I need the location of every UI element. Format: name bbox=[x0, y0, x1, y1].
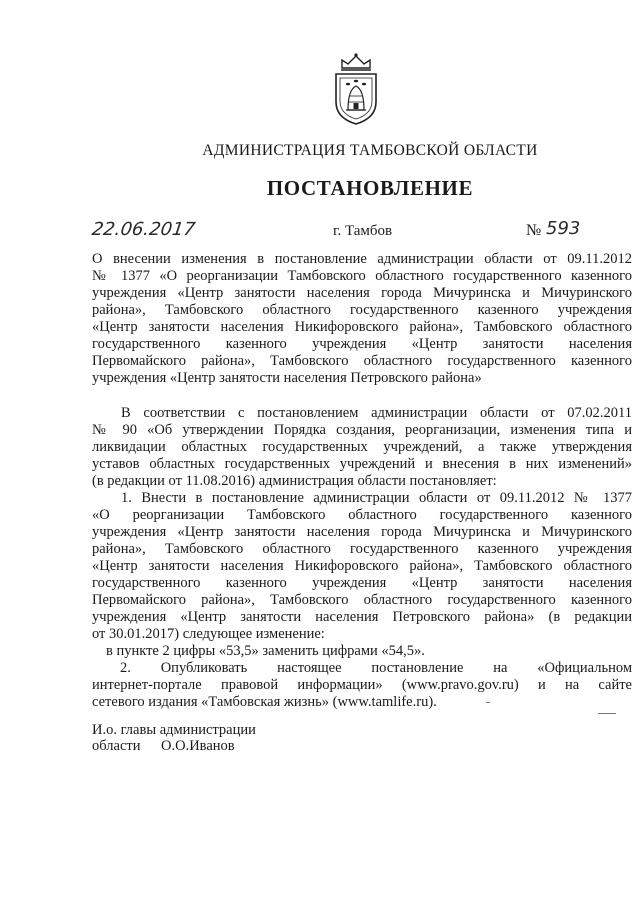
item1-line: государственного казенного учреждения «Центр занятости населения bbox=[92, 575, 632, 591]
item2-line: интернет-портале правовой информации» (www.pravo.gov.ru) и на сайте bbox=[92, 677, 632, 693]
preamble-line: уставов областных государственных учреждений и внесения в них изменений» bbox=[92, 456, 632, 472]
preamble-line: ликвидации областных государственных учреждений, а также утверждения bbox=[92, 439, 632, 455]
signatory-name: О.О.Иванов bbox=[161, 738, 235, 754]
preamble-line: № 90 «Об утверждении Порядка создания, реорганизации, изменения типа и bbox=[92, 422, 632, 438]
preamble-line: (в редакции от 11.08.2016) администрация области постановляет: bbox=[92, 473, 497, 489]
item1-line: 1. Внести в постановление администрации области от 09.11.2012 № 1377 bbox=[121, 490, 632, 506]
title-line: О внесении изменения в постановление администрации области от 09.11.2012 bbox=[92, 251, 632, 267]
handwritten-date: 22.06.2017 bbox=[90, 219, 197, 240]
title-line: района», Тамбовского областного государственного казенного учреждения bbox=[92, 302, 632, 318]
number-label: № bbox=[526, 222, 542, 239]
item1-line: «Центр занятости населения Никифоровского района», Тамбовского областного bbox=[92, 558, 632, 574]
item1-line: учреждения «Центр занятости населения города Мичуринска и Мичуринского bbox=[92, 524, 632, 540]
signatory-position: И.о. главы администрации bbox=[92, 722, 256, 738]
item1-line: учреждения «Центр занятости населения Петровского района» (в редакции bbox=[92, 609, 632, 625]
item1-line: района», Тамбовского областного государственного казенного учреждения bbox=[92, 541, 632, 557]
item2-line: 2. Опубликовать настоящее постановление на «Официальном bbox=[120, 660, 632, 676]
handwritten-number: 593 bbox=[546, 218, 581, 239]
title-line: учреждения «Центр занятости населения города Мичуринска и Мичуринского bbox=[92, 285, 632, 301]
item1-line: в пункте 2 цифры «53,5» заменить цифрами «54,5». bbox=[106, 643, 425, 659]
city-label: г. Тамбов bbox=[333, 223, 393, 239]
title-line: учреждения «Центр занятости населения Петровского района» bbox=[92, 370, 482, 386]
organization-name: АДМИНИСТРАЦИЯ ТАМБОВСКОЙ ОБЛАСТИ bbox=[202, 142, 538, 159]
document-type-title: ПОСТАНОВЛЕНИЕ bbox=[266, 176, 474, 200]
item2-line: сетевого издания «Тамбовская жизнь» (www.tamlife.ru). bbox=[92, 694, 437, 710]
signatory-position: области bbox=[92, 738, 141, 754]
preamble-line: В соответствии с постановлением администрации области от 07.02.2011 bbox=[121, 405, 632, 421]
title-line: Первомайского района», Тамбовского областного государственного казенного bbox=[92, 353, 632, 369]
item1-line: «О реорганизации Тамбовского областного государственного казенного bbox=[92, 507, 632, 523]
scan-mark bbox=[598, 713, 616, 714]
item1-line: от 30.01.2017) следующее изменение: bbox=[92, 626, 325, 642]
title-line: «Центр занятости населения Никифоровского района», Тамбовского областного bbox=[92, 319, 632, 335]
scan-mark bbox=[486, 702, 490, 703]
coat-of-arms-icon bbox=[328, 52, 384, 128]
title-line: государственного казенного учреждения «Центр занятости населения bbox=[92, 336, 632, 352]
item1-line: Первомайского района», Тамбовского областного государственного казенного bbox=[92, 592, 632, 608]
title-line: № 1377 «О реорганизации Тамбовского областного государственного казенного bbox=[92, 268, 632, 284]
